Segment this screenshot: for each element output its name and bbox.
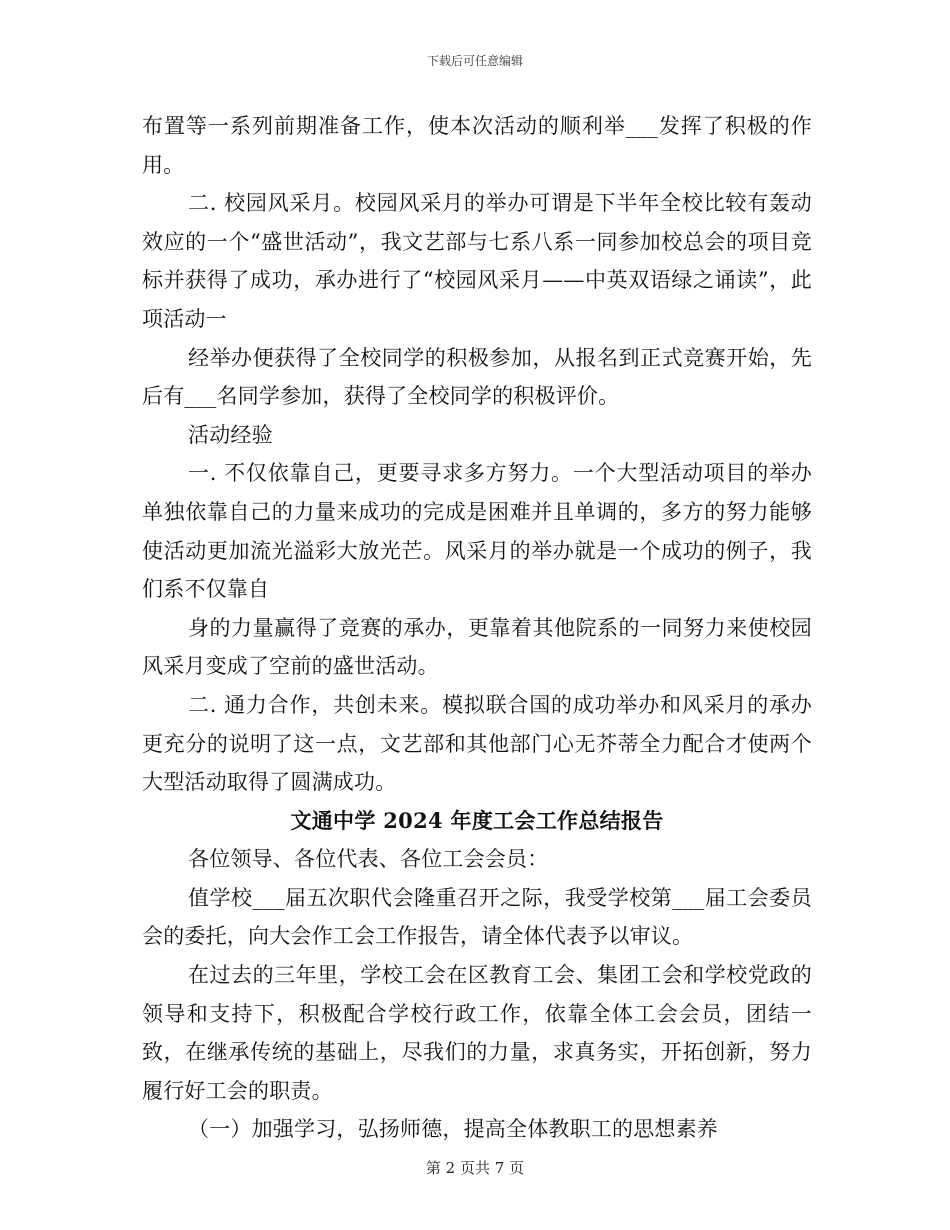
paragraph: 经举办便获得了全校同学的积极参加，从报名到正式竞赛开始，先后有___名同学参加，获得了全校同学的积极评价。 (142, 345, 812, 409)
section-heading: 活动经验 (188, 422, 273, 447)
paragraph: 身的力量赢得了竞赛的承办，更靠着其他院系的一同努力来使校园风采月变成了空前的盛世活动。 (142, 615, 812, 679)
paragraph: 在过去的三年里，学校工会在区教育工会、集团工会和学校党政的领导和支持下，积极配合学校行政工作，依靠全体工会会员，团结一致，在继承传统的基础上，尽我们的力量，求真务实，开拓创新，努力履行好工会的职责。 (142, 963, 812, 1103)
report-title: 文通中学 2024 年度工会工作总结报告 (290, 807, 664, 833)
paragraph: 值学校___届五次职代会隆重召开之际，我受学校第___届工会委员会的委托，向大会作工会工作报告，请全体代表予以审议。 (142, 885, 812, 949)
paragraph: 一. 不仅依靠自己，更要寻求多方努力。一个大型活动项目的举办单独依靠自己的力量来成功的完成是困难并且单调的，多方的努力能够使活动更加流光溢彩大放光芒。风采月的举办就是一个成功的例子，我们系不仅靠自 (142, 461, 812, 602)
salutation: 各位领导、各位代表、各位工会会员： (188, 847, 549, 872)
paragraph: 二. 校园风采月。校园风采月的举办可谓是下半年全校比较有轰动效应的一个“盛世活动”，我文艺部与七系八系一同参加校总会的项目竞标并获得了成功，承办进行了“校园风采月——中英双语绿之诵读”，此项活动一 (142, 191, 812, 331)
subsection-heading: （一）加强学习，弘扬师德，提高全体教职工的思想素养 (188, 1117, 718, 1142)
paragraph: 二. 通力合作，共创未来。模拟联合国的成功举办和风采月的承办更充分的说明了这一点，文艺部和其他部门心无芥蒂全力配合才使两个大型活动取得了圆满成功。 (142, 692, 812, 795)
page-footer: 第 2 页共 7 页 (425, 1159, 525, 1177)
document-body (142, 107, 812, 1149)
paragraph: 布置等一系列前期准备工作，使本次活动的顺利举___发挥了积极的作用。 (142, 114, 812, 177)
page-header: 下载后可任意编辑 (426, 54, 523, 68)
